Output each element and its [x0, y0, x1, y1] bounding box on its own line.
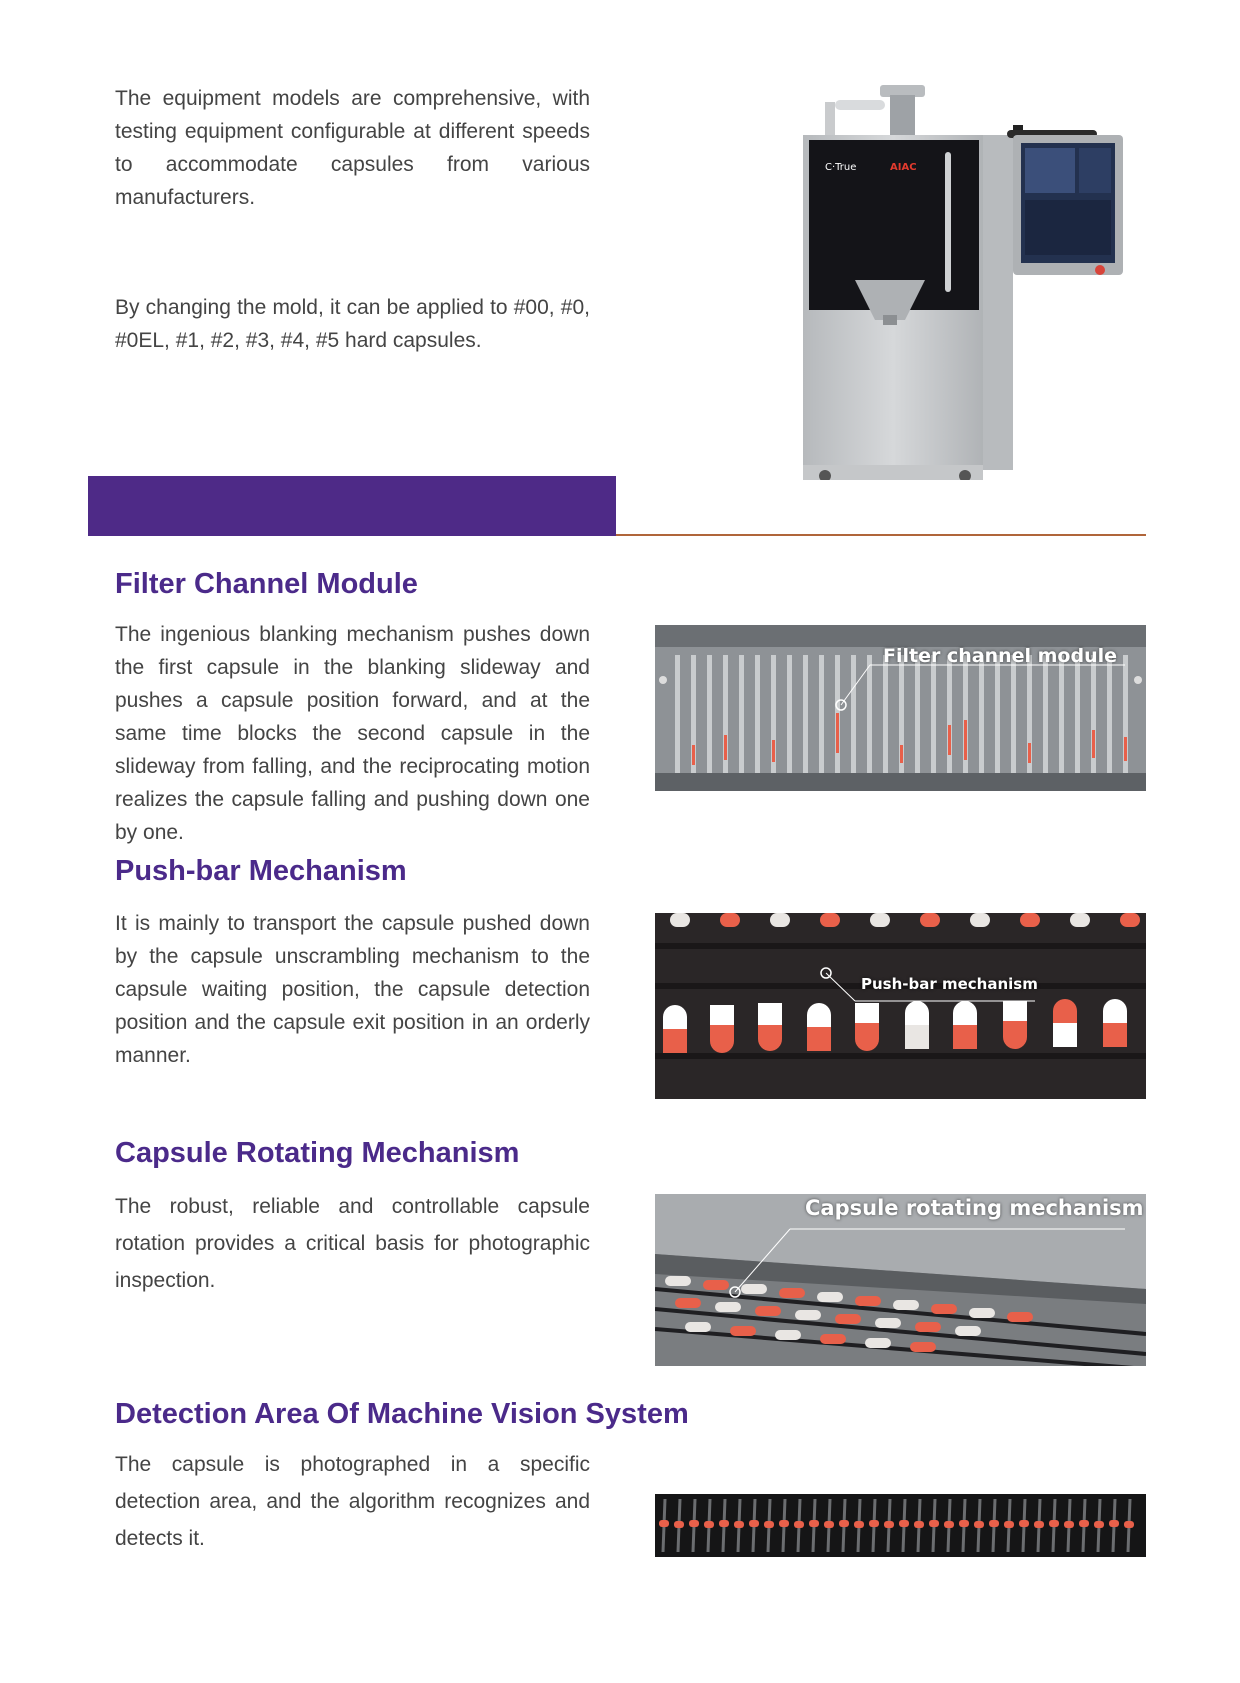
section-divider	[616, 534, 1146, 536]
section-title-filter-channel: Filter Channel Module	[115, 568, 418, 600]
section-body-filter-channel: The ingenious blanking mechanism pushes down the first capsule in the blanking slideway and pushes a capsule position forward, and at the same time blocks the second capsule in the slideway from falling, and the reciprocating motion realizes the capsule falling and pushing down one by one.	[115, 623, 590, 844]
filter-channel-label: Filter channel module	[883, 645, 1118, 667]
section-body-detection-area: The capsule is photographed in a specific detection area, and the algorithm recognizes and detects it.	[115, 1453, 590, 1550]
section-title-capsule-rotating: Capsule Rotating Mechanism	[115, 1137, 520, 1169]
push-bar-photo	[655, 913, 1146, 1099]
section-banner	[88, 476, 616, 536]
intro-paragraph-1: The equipment models are comprehensive, with testing equipment configurable at different speeds to accommodate capsules from various manufacturers.	[115, 87, 590, 209]
capsule-rotating-label: Capsule rotating mechanism	[805, 1196, 1144, 1220]
push-bar-label: Push-bar mechanism	[861, 975, 1038, 993]
section-title-push-bar: Push-bar Mechanism	[115, 855, 407, 887]
detection-area-photo	[655, 1494, 1146, 1557]
machine-brand-ctrue: C·True	[825, 162, 857, 173]
filter-channel-photo	[655, 625, 1146, 791]
intro-paragraph-2: By changing the mold, it can be applied to #00, #0, #0EL, #1, #2, #3, #4, #5 hard capsules.	[115, 296, 590, 352]
capsule-inspection-machine-image	[795, 80, 1145, 480]
section-body-capsule-rotating: The robust, reliable and controllable capsule rotation provides a critical basis for photographic inspection.	[115, 1195, 590, 1292]
capsule-rotating-photo	[655, 1194, 1146, 1366]
section-body-push-bar: It is mainly to transport the capsule pushed down by the capsule unscrambling mechanism to the capsule waiting position, the capsule detection position and the capsule exit position in an orderly manner.	[115, 912, 590, 1067]
machine-brand-aiac: AIAC	[890, 162, 917, 173]
section-title-detection-area: Detection Area Of Machine Vision System	[115, 1398, 689, 1430]
